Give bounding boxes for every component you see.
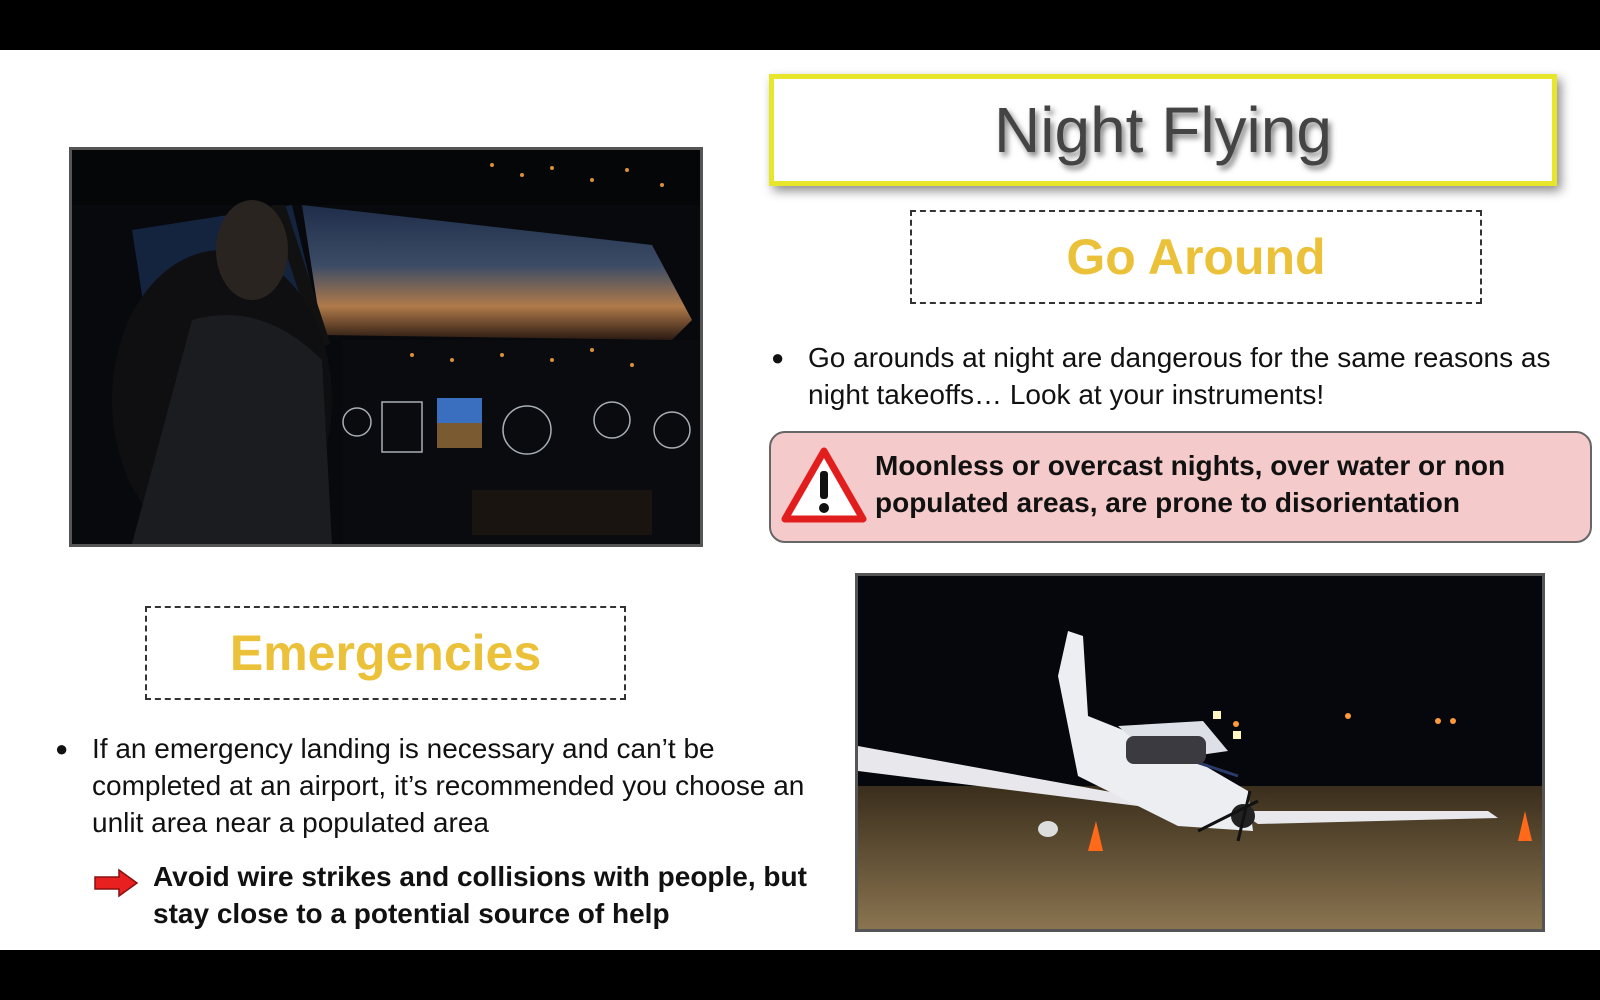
emergencies-callout-text: Avoid wire strikes and collisions with people, but stay close to a potential source of help (153, 861, 807, 929)
emergencies-bullet-text: If an emergency landing is necessary and can’t be completed at an airport, it’s recommended you choose an unlit area near a populated area (92, 733, 805, 838)
bullet-dot-icon: ● (771, 345, 785, 370)
cockpit-photo (69, 147, 703, 547)
red-arrow-icon (93, 868, 139, 898)
title-box (769, 74, 1557, 186)
go-around-bullet (771, 339, 1571, 413)
emergencies-heading: Emergencies (229, 625, 542, 681)
go-around-bullet-text: Go arounds at night are dangerous for the same reasons as night takeoffs… Look at your instruments! (808, 342, 1551, 410)
warning-callout (769, 431, 1592, 543)
warning-text: Moonless or overcast nights, over water or non populated areas, are prone to disorientation (875, 450, 1506, 518)
go-around-heading: Go Around (1066, 229, 1326, 285)
warning-triangle-icon (781, 447, 867, 523)
emergencies-heading-box (145, 606, 626, 700)
bullet-dot-icon: ● (55, 736, 69, 761)
slide (0, 50, 1600, 950)
go-around-heading-box (910, 210, 1482, 304)
crashed-plane-photo (855, 573, 1545, 932)
slide-title: Night Flying (994, 94, 1332, 166)
emergencies-bullet (55, 730, 815, 841)
